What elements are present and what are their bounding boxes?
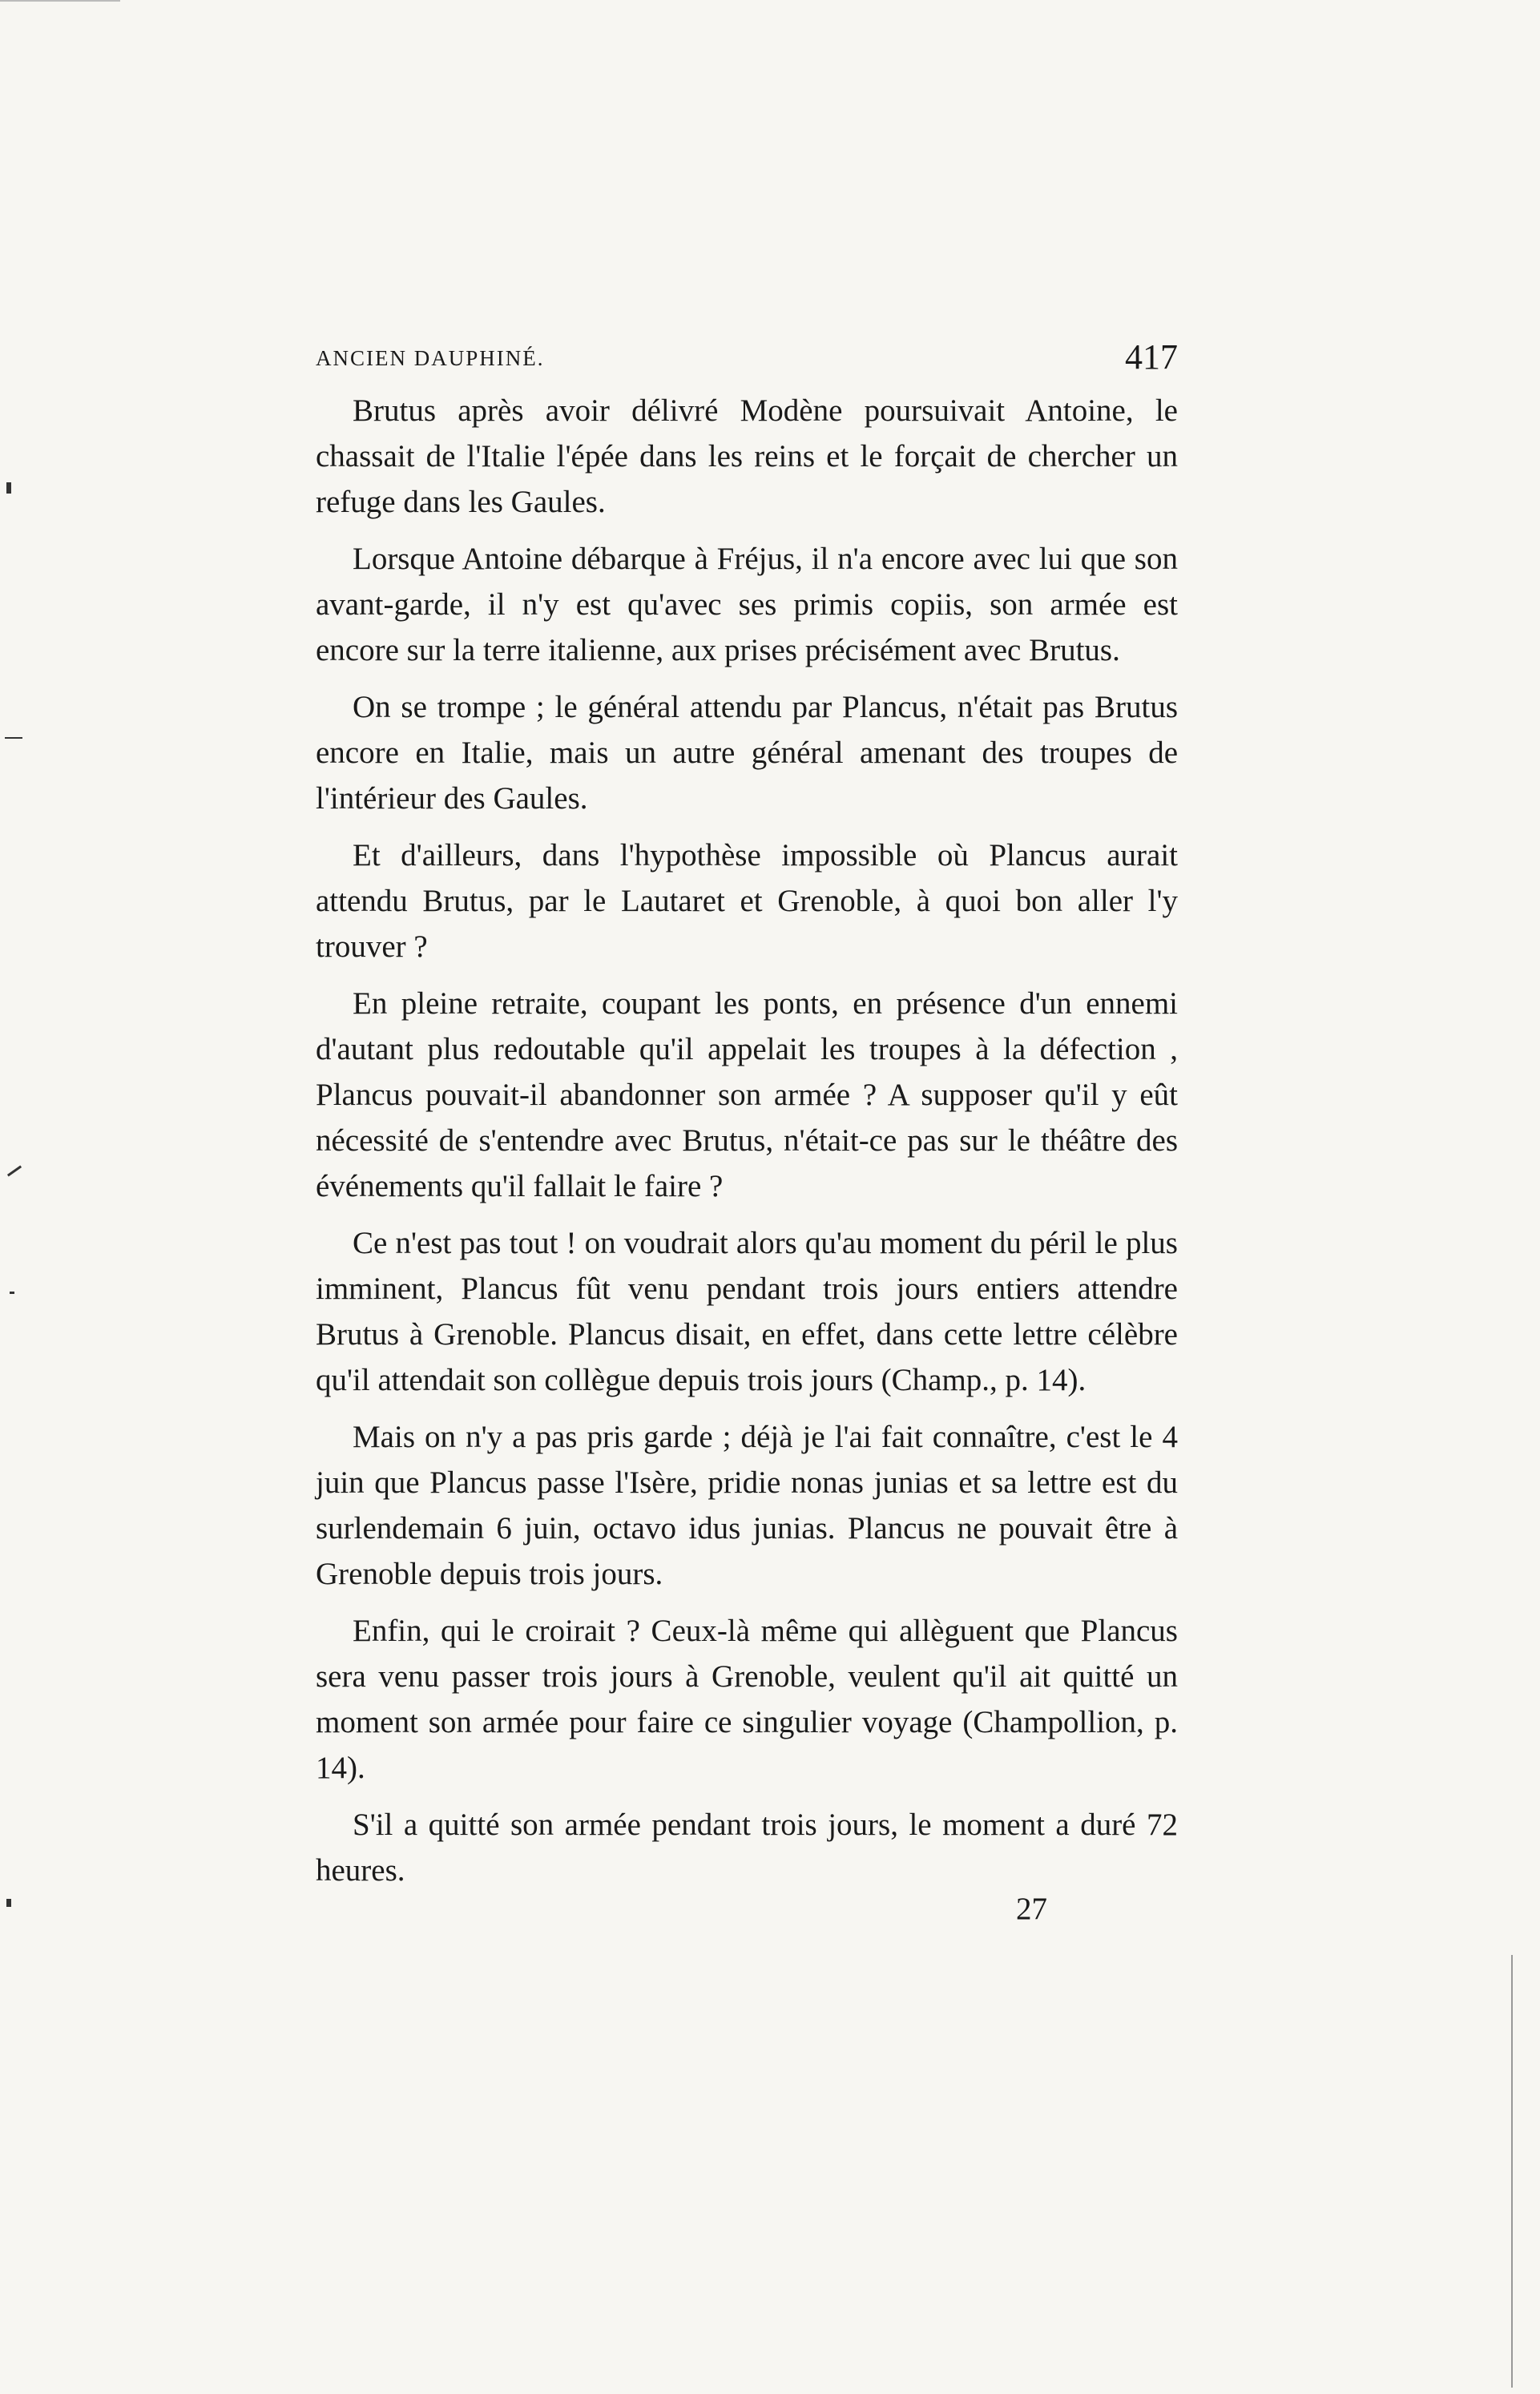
running-head: ANCIEN DAUPHINÉ.	[316, 346, 545, 370]
page-number: 417	[1125, 337, 1178, 377]
scan-edge-line	[0, 0, 120, 2]
margin-mark	[6, 482, 11, 494]
paragraph: Et d'ailleurs, dans l'hypothèse impossible où Plancus aurait attendu Brutus, par le Lautaret et Grenoble, à quoi bon aller l'y trouver ?	[316, 838, 1178, 964]
signature-mark: 27	[1016, 1892, 1047, 1926]
margin-mark	[6, 1899, 11, 1907]
paragraph: Lorsque Antoine débarque à Fréjus, il n'a encore avec lui que son avant-garde, il n'y est qu'avec ses primis copiis, son armée est encore sur la terre italienne, aux prises précisément avec Brutus.	[316, 542, 1178, 667]
paragraph: Ce n'est pas tout ! on voudrait alors qu'au moment du péril le plus imminent, Plancus fût venu pendant trois jours entiers attendre Brutus à Grenoble. Plancus disait, en effet, dans cette lettre célèbre qu'il attendait son collègue depuis trois jours (Champ., p. 14).	[316, 1226, 1178, 1397]
margin-mark	[5, 737, 22, 739]
scan-edge-line	[1511, 1955, 1513, 2388]
margin-mark	[7, 1166, 22, 1177]
paragraph: Brutus après avoir délivré Modène poursuivait Antoine, le chassait de l'Italie l'épée dans les reins et le forçait de chercher un refuge dans les Gaules.	[316, 393, 1178, 519]
paragraph: On se trompe ; le général attendu par Plancus, n'était pas Brutus encore en Italie, mais un autre général amenant des troupes de l'intérieur des Gaules.	[316, 690, 1178, 816]
paragraph: En pleine retraite, coupant les ponts, en présence d'un ennemi d'autant plus redoutable qu'il appelait les troupes à la défection , Plancus pouvait-il abandonner son armée ? A supposer qu'il y eût nécessité de s'entendre avec Brutus, n'était-ce pas sur le théâtre des événements qu'il fallait le faire ?	[316, 986, 1178, 1203]
paragraph: S'il a quitté son armée pendant trois jours, le moment a duré 72 heures.	[316, 1808, 1178, 1888]
body-text	[316, 388, 1178, 1893]
page-header	[316, 337, 1178, 385]
margin-mark	[10, 1292, 14, 1294]
paragraph: Enfin, qui le croirait ? Ceux-là même qui allèguent que Plancus sera venu passer trois jours à Grenoble, veulent qu'il ait quitté un moment son armée pour faire ce singulier voyage (Champollion, p. 14).	[316, 1614, 1178, 1785]
paragraph: Mais on n'y a pas pris garde ; déjà je l'ai fait connaître, c'est le 4 juin que Plancus passe l'Isère, pridie nonas junias et sa lettre est du surlendemain 6 juin, octavo idus junias. Plancus ne pouvait être à Grenoble depuis trois jours.	[316, 1420, 1178, 1591]
